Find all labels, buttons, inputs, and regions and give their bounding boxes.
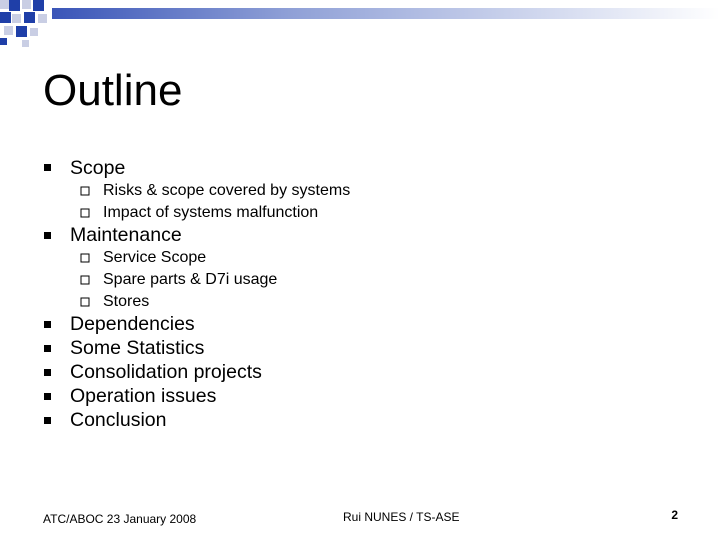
- header-decoration: [0, 0, 720, 50]
- hollow-square-icon: [80, 186, 90, 196]
- subitem-impact-malfunction: Impact of systems malfunction: [103, 204, 319, 221]
- header-checker-squares: [0, 0, 47, 47]
- hollow-square-icon: [80, 253, 90, 263]
- bullet-square-icon: [44, 393, 51, 400]
- bullet-conclusion: Conclusion: [70, 409, 167, 431]
- bullet-square-icon: [44, 369, 51, 376]
- subitem-service-scope: Service Scope: [103, 249, 207, 266]
- hollow-square-icon: [80, 275, 90, 285]
- bullet-square-icon: [44, 345, 51, 352]
- bullet-dependencies: Dependencies: [70, 313, 195, 335]
- bullet-square-icon: [44, 164, 51, 171]
- bullet-square-icon: [44, 417, 51, 424]
- subitem-stores: Stores: [103, 293, 150, 310]
- bullet-maintenance: Maintenance: [70, 224, 182, 246]
- page-number: 2: [671, 508, 678, 522]
- bullet-operation-issues: Operation issues: [70, 385, 217, 407]
- subitem-spare-parts: Spare parts & D7i usage: [103, 271, 278, 288]
- bullet-square-icon: [44, 321, 51, 328]
- hollow-square-icon: [80, 297, 90, 307]
- bullet-scope: Scope: [70, 157, 126, 179]
- header-gradient-bar: [52, 8, 720, 19]
- footer-author: Rui NUNES / TS-ASE: [343, 510, 460, 524]
- slide-title: Outline: [43, 66, 183, 115]
- footer-date: ATC/ABOC 23 January 2008: [43, 512, 197, 526]
- subitem-risks-scope: Risks & scope covered by systems: [103, 182, 351, 199]
- bullet-square-icon: [44, 232, 51, 239]
- hollow-square-icon: [80, 208, 90, 218]
- bullet-consolidation-projects: Consolidation projects: [70, 361, 262, 383]
- bullet-some-statistics: Some Statistics: [70, 337, 205, 359]
